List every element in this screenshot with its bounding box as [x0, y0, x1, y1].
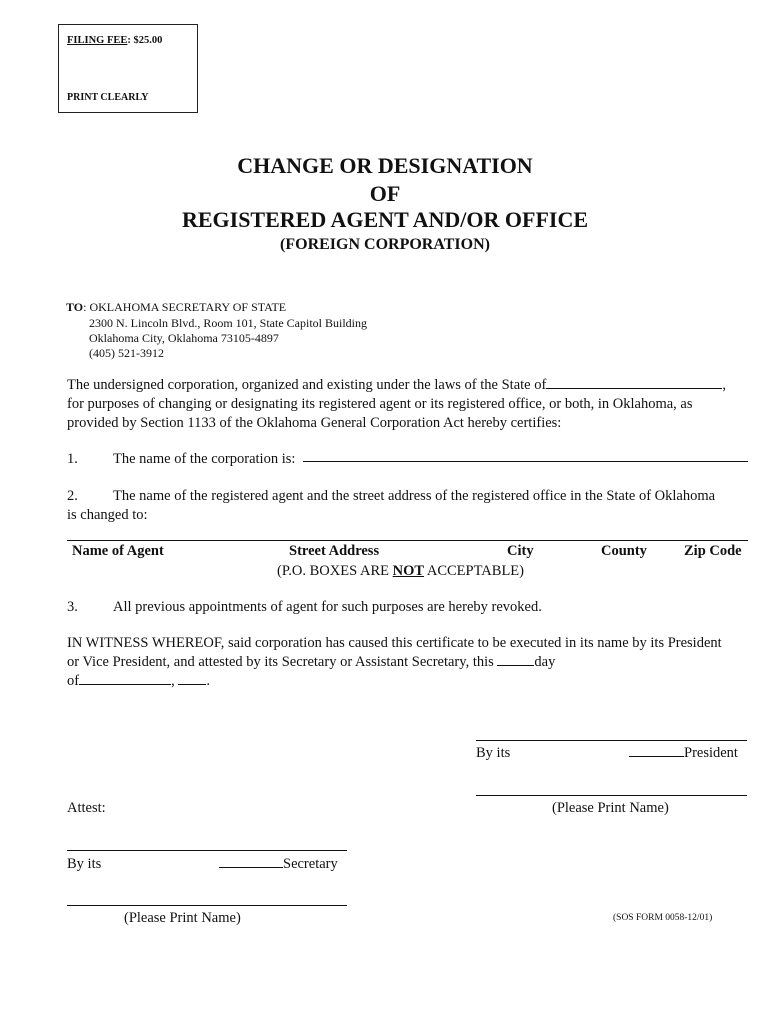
agent-info-field[interactable] — [67, 540, 748, 541]
col-city: City — [507, 543, 534, 559]
to-recipient: : OKLAHOMA SECRETARY OF STATE — [83, 300, 287, 314]
president-by-its: By its — [476, 745, 511, 761]
col-name-of-agent: Name of Agent — [72, 543, 164, 559]
item1-text: The name of the corporation is: — [113, 451, 296, 467]
intro-line1 — [67, 376, 726, 394]
witness-line2-text: or Vice President, and attested by its Secretary or Assistant Secretary, this — [67, 654, 494, 670]
intro-line3: provided by Section 1133 of the Oklahoma General Corporation Act hereby certifies: — [67, 415, 562, 431]
secretary-signature-field[interactable] — [67, 850, 347, 851]
witness-comma: , — [171, 673, 175, 689]
month-field[interactable] — [79, 684, 171, 685]
secretary-title-line — [219, 855, 338, 873]
witness-line2 — [67, 653, 555, 671]
item2-number: 2. — [67, 488, 78, 504]
witness-line3 — [67, 672, 210, 690]
form-number: (SOS FORM 0058-12/01) — [613, 913, 713, 923]
president-print-name-field[interactable] — [476, 795, 747, 796]
secretary-by-its: By its — [67, 856, 102, 872]
intro-line2: for purposes of changing or designating its registered agent or its registered office, or both, in Oklahoma, as — [67, 396, 693, 412]
secretary-title: Secretary — [283, 856, 338, 872]
intro-line1-end: , — [722, 377, 726, 393]
form-title-line3: REGISTERED AGENT AND/OR OFFICE — [181, 207, 589, 232]
witness-line1: IN WITNESS WHEREOF, said corporation has caused this certificate to be executed in its name by its President — [67, 635, 722, 651]
day-field[interactable] — [497, 665, 534, 666]
form-title-line1: CHANGE OR DESIGNATION — [237, 153, 533, 178]
print-clearly-note: PRINT CLEARLY — [67, 92, 149, 103]
po-note-not: NOT — [392, 563, 425, 579]
president-title-line — [629, 744, 738, 762]
item2-text-cont: is changed to: — [67, 507, 148, 523]
col-county: County — [601, 543, 647, 559]
year-field[interactable] — [178, 684, 206, 685]
witness-day-label: day — [534, 654, 556, 670]
witness-of-label: of — [67, 673, 80, 689]
president-title-field[interactable] — [629, 756, 684, 757]
filing-fee-label: FILING FEE — [67, 35, 128, 46]
attest-label: Attest: — [67, 800, 106, 816]
item3-number: 3. — [67, 599, 78, 615]
intro-line1-text: The undersigned corporation, organized and existing under the laws of the State of — [67, 377, 547, 393]
po-note-pre: (P.O. BOXES ARE — [277, 563, 393, 579]
secretary-title-field[interactable] — [219, 867, 283, 868]
witness-period: . — [206, 673, 210, 689]
to-label: TO — [66, 300, 84, 314]
filing-fee-amount: : $25.00 — [127, 35, 163, 46]
corporation-name-field[interactable] — [303, 461, 748, 462]
col-street-address: Street Address — [289, 543, 380, 559]
to-address-line1: 2300 N. Lincoln Blvd., Room 101, State Capitol Building — [89, 316, 367, 330]
item3-text: All previous appointments of agent for such purposes are hereby revoked. — [113, 599, 542, 615]
po-box-note — [277, 562, 524, 580]
po-note-post: ACCEPTABLE) — [424, 563, 524, 579]
form-title-line2: OF — [369, 181, 401, 206]
filing-fee-line — [67, 35, 162, 46]
president-title: President — [684, 745, 738, 761]
to-address-line2: Oklahoma City, Oklahoma 73105-4897 — [89, 331, 279, 345]
form-subtitle: (FOREIGN CORPORATION) — [280, 236, 490, 253]
secretary-print-name-field[interactable] — [67, 905, 347, 906]
president-print-name-label: (Please Print Name) — [552, 800, 669, 816]
item1-number: 1. — [67, 451, 78, 467]
to-recipient-line — [66, 300, 286, 315]
secretary-print-name-label: (Please Print Name) — [124, 910, 241, 926]
filing-fee-box — [58, 24, 198, 113]
to-phone: (405) 521-3912 — [89, 346, 164, 360]
president-signature-field[interactable] — [476, 740, 747, 741]
col-zip-code: Zip Code — [684, 543, 742, 559]
item2-text: The name of the registered agent and the street address of the registered office in the State of Oklahoma — [113, 488, 716, 504]
state-of-incorporation-field[interactable] — [546, 388, 722, 389]
